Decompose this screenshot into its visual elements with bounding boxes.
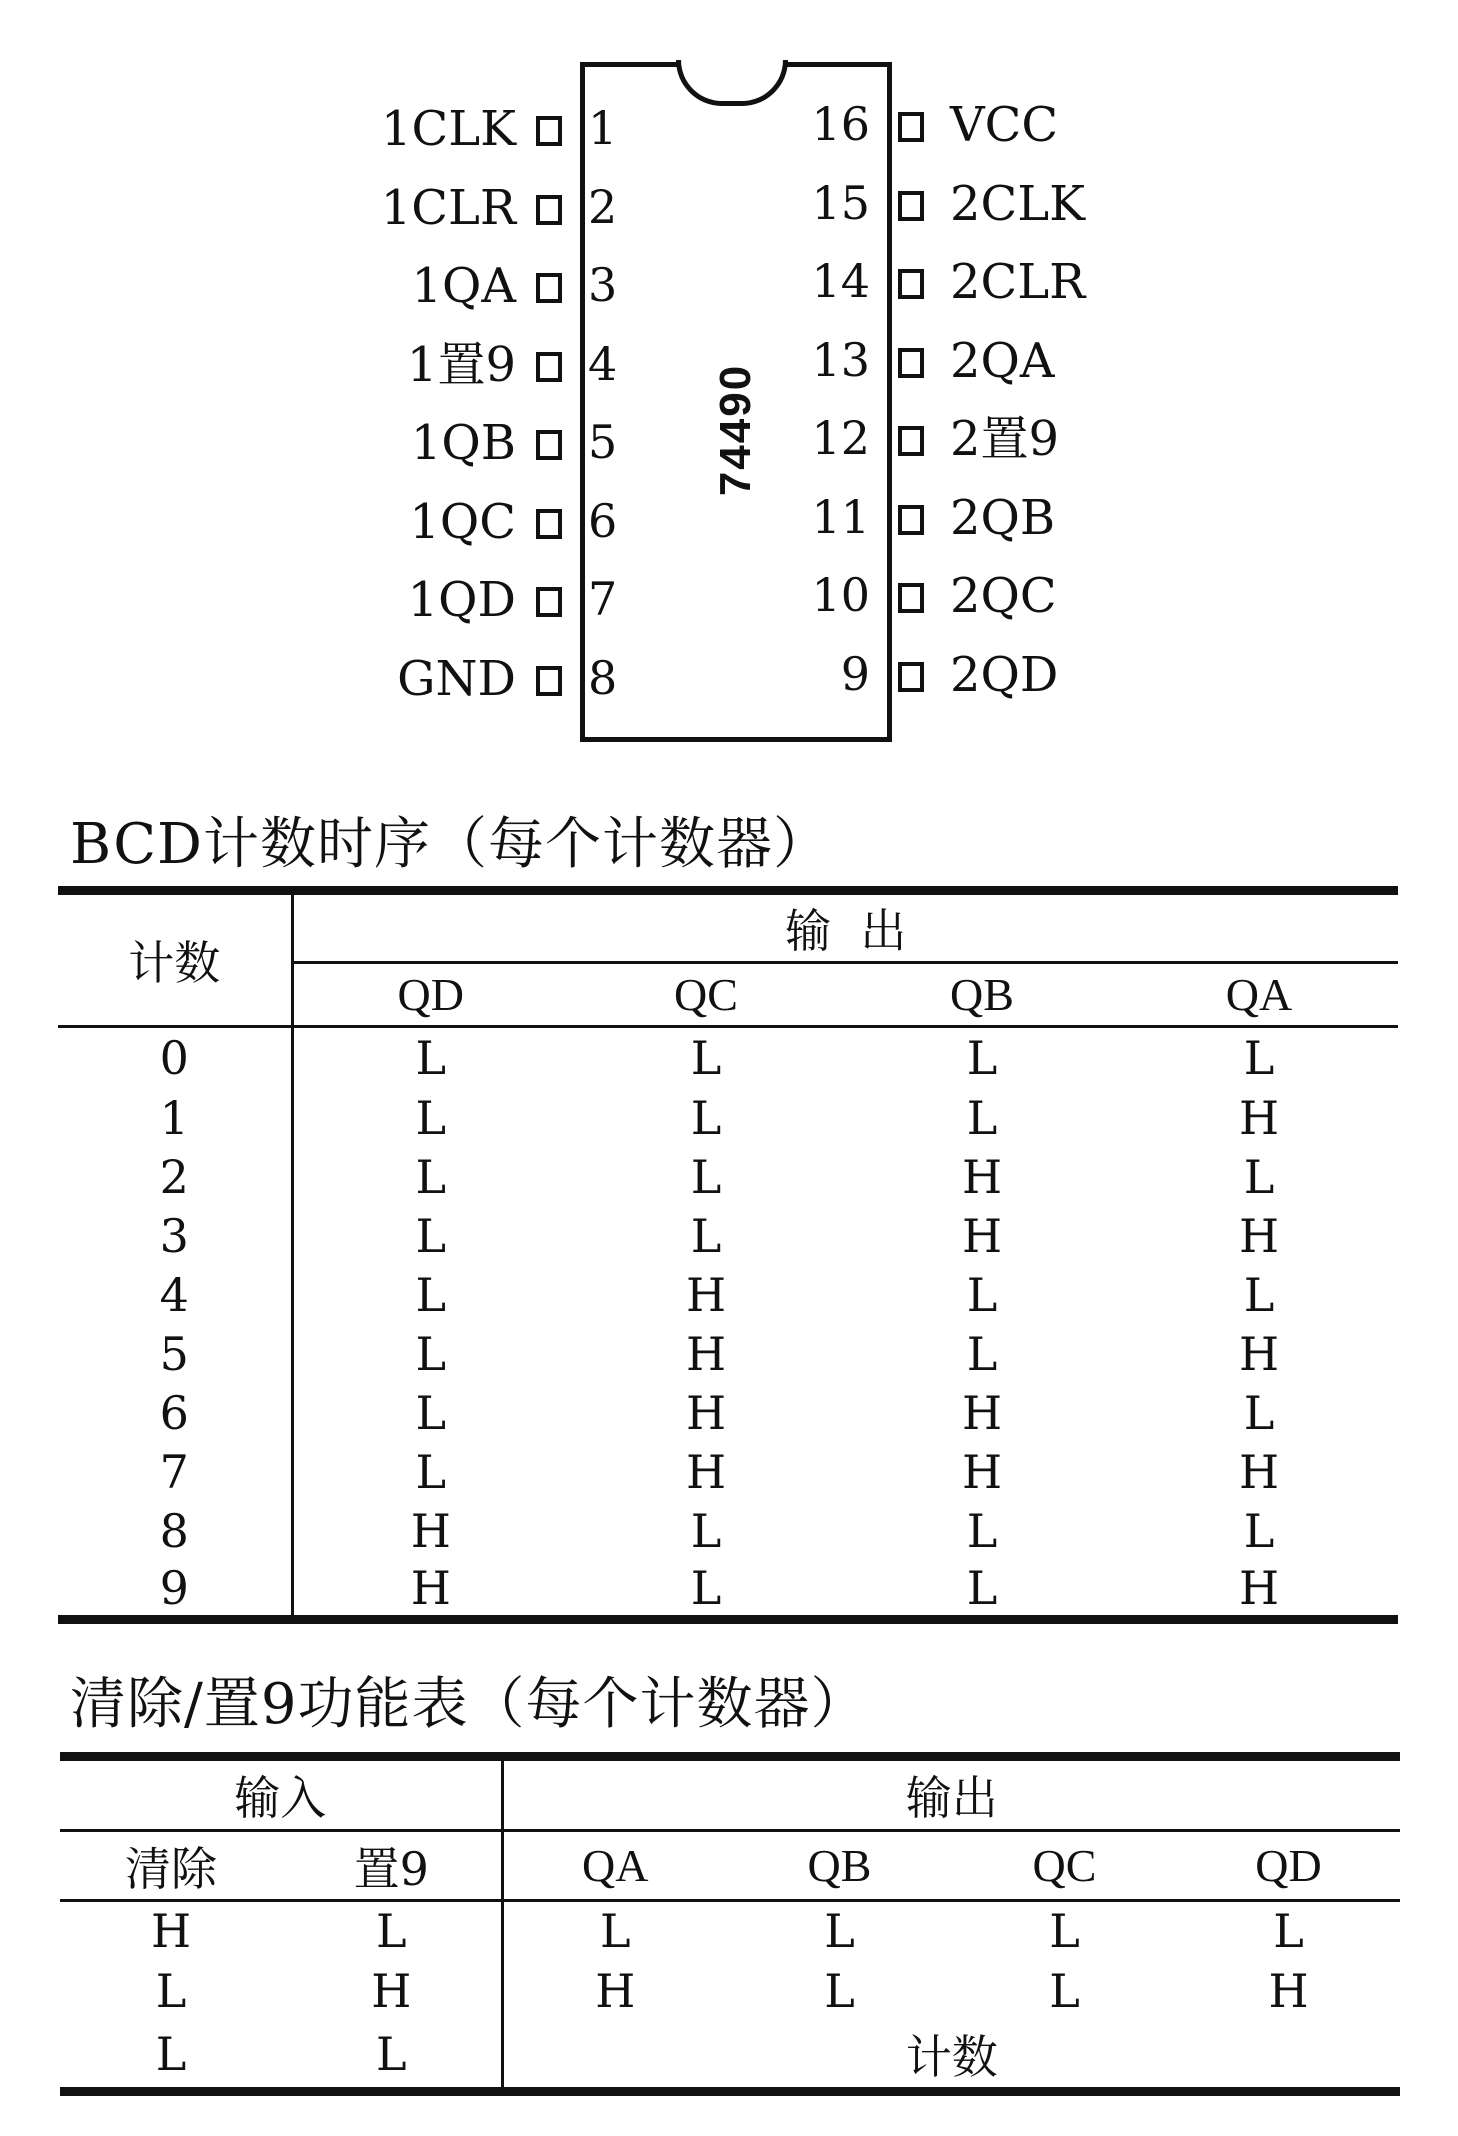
pin-box-left bbox=[536, 116, 562, 146]
logic-level-cell: L bbox=[415, 1386, 447, 1440]
input-level-cell: L bbox=[282, 1901, 502, 1961]
pin-box-right bbox=[898, 348, 924, 378]
pin-number: 13 bbox=[811, 332, 870, 387]
pin-label: 2QB bbox=[950, 489, 1056, 546]
logic-level-cell: H bbox=[1238, 1209, 1280, 1263]
pin-label: VCC bbox=[950, 97, 1059, 153]
logic-level-cell: L bbox=[690, 1031, 722, 1086]
pin-box-right bbox=[898, 662, 924, 692]
count-cell: 5 bbox=[58, 1325, 292, 1384]
output-level-cell: H bbox=[595, 1963, 636, 2018]
pin-box-right bbox=[898, 191, 924, 221]
bcd-table-title: BCD计数时序（每个计数器） bbox=[70, 812, 830, 877]
logic-level-cell: L bbox=[690, 1150, 722, 1204]
logic-level-cell: H bbox=[685, 1268, 727, 1322]
output-level-cell: L bbox=[824, 1963, 855, 2018]
logic-level-cell: H bbox=[961, 1150, 1003, 1204]
logic-level-cell: L bbox=[966, 1031, 998, 1086]
pin-label: 1置9 bbox=[406, 336, 516, 393]
logic-level-cell: H bbox=[1238, 1445, 1280, 1499]
chip-part-number: 74490 bbox=[711, 363, 760, 497]
table-row bbox=[58, 1089, 1398, 1148]
count-cell: 4 bbox=[58, 1266, 292, 1325]
pin-box-left bbox=[536, 352, 562, 382]
pin-number: 1 bbox=[588, 101, 618, 155]
pin-box-left bbox=[536, 666, 562, 696]
pin-box-left bbox=[536, 509, 562, 539]
output-level-cell: L bbox=[824, 1904, 855, 1959]
table-row bbox=[58, 1027, 1398, 1089]
logic-level-cell: L bbox=[1243, 1150, 1275, 1204]
pin-number: 15 bbox=[811, 175, 870, 230]
pin-number: 4 bbox=[588, 336, 618, 391]
column-header-qb: QB bbox=[950, 969, 1014, 1020]
logic-level-cell: L bbox=[415, 1445, 447, 1499]
logic-level-cell: L bbox=[966, 1091, 998, 1145]
logic-level-cell: L bbox=[415, 1209, 447, 1263]
logic-level-cell: L bbox=[415, 1091, 447, 1145]
pin-number: 14 bbox=[811, 254, 870, 308]
logic-level-cell: L bbox=[1243, 1386, 1275, 1440]
count-cell: 6 bbox=[58, 1384, 292, 1443]
pin-label: 1QA bbox=[411, 258, 516, 314]
pin-label: 2QA bbox=[950, 332, 1055, 389]
input-level-cell: H bbox=[282, 1961, 502, 2021]
pin-box-right bbox=[898, 583, 924, 613]
pin-label: 2置9 bbox=[950, 411, 1060, 467]
pin-box-right bbox=[898, 269, 924, 299]
output-header: 输 出 bbox=[292, 891, 1398, 963]
pin-label: 1CLK bbox=[381, 101, 516, 157]
table-row bbox=[58, 1148, 1398, 1207]
pin-box-left bbox=[536, 587, 562, 617]
logic-level-cell: L bbox=[966, 1327, 998, 1381]
logic-level-cell: H bbox=[961, 1209, 1003, 1263]
logic-level-cell: L bbox=[1243, 1268, 1275, 1322]
pin-number: 8 bbox=[588, 650, 618, 705]
output-column-header-qd: QD bbox=[1255, 1840, 1322, 1891]
output-level-cell: L bbox=[1049, 1904, 1080, 1959]
table-row bbox=[58, 1384, 1398, 1443]
output-column-header-qa: QA bbox=[582, 1840, 649, 1891]
output-level-cell: H bbox=[1268, 1963, 1309, 2018]
table-row bbox=[58, 1502, 1398, 1561]
bcd-count-table bbox=[58, 886, 1398, 1624]
logic-level-cell: L bbox=[966, 1560, 998, 1615]
output-level-cell: L bbox=[599, 1904, 631, 1959]
table-row bbox=[58, 1325, 1398, 1384]
logic-level-cell: H bbox=[1238, 1327, 1280, 1381]
pin-label: 1QC bbox=[409, 493, 516, 550]
count-mode-cell: 计数 bbox=[905, 2029, 998, 2084]
pin-label: 1QD bbox=[407, 572, 516, 628]
logic-level-cell: L bbox=[1243, 1031, 1275, 1086]
pin-box-right bbox=[898, 426, 924, 456]
logic-level-cell: L bbox=[690, 1209, 722, 1263]
logic-level-cell: L bbox=[690, 1560, 722, 1615]
table-row bbox=[58, 1443, 1398, 1502]
count-cell: 0 bbox=[58, 1027, 292, 1089]
column-header-qa: QA bbox=[1225, 969, 1293, 1020]
ic-pinout-diagram bbox=[0, 0, 1458, 760]
output-column-header-qb: QB bbox=[807, 1840, 872, 1891]
pin-number: 7 bbox=[588, 572, 618, 626]
logic-level-cell: L bbox=[1243, 1504, 1275, 1558]
logic-level-cell: L bbox=[415, 1327, 447, 1381]
pin-number: 11 bbox=[811, 489, 870, 544]
clear-set9-function-table bbox=[60, 1752, 1400, 2096]
logic-level-cell: H bbox=[410, 1560, 451, 1615]
logic-level-cell: L bbox=[415, 1031, 447, 1086]
table-row bbox=[58, 1207, 1398, 1266]
pin-label: GND bbox=[397, 650, 516, 707]
count-cell: 8 bbox=[58, 1502, 292, 1561]
count-cell: 9 bbox=[58, 1561, 292, 1620]
table-row bbox=[58, 1266, 1398, 1325]
input-column-header: 置9 bbox=[282, 1831, 502, 1901]
logic-level-cell: H bbox=[685, 1386, 727, 1440]
pin-box-right bbox=[898, 112, 924, 142]
logic-level-cell: L bbox=[690, 1504, 722, 1558]
input-level-cell: L bbox=[155, 2026, 187, 2081]
column-header-qc: QC bbox=[674, 969, 738, 1020]
function-table-title: 清除/置9功能表（每个计数器） bbox=[70, 1672, 868, 1737]
input-header: 输入 bbox=[60, 1757, 502, 1831]
table-row bbox=[60, 2021, 1400, 2092]
table-row bbox=[60, 1961, 1400, 2021]
input-level-cell: L bbox=[282, 2021, 502, 2092]
input-column-header: 清除 bbox=[125, 1841, 217, 1896]
logic-level-cell: H bbox=[961, 1445, 1003, 1499]
pin-label: 1QB bbox=[410, 415, 516, 471]
count-cell: 3 bbox=[58, 1207, 292, 1266]
pin-box-right bbox=[898, 505, 924, 535]
table-row bbox=[60, 1901, 1400, 1961]
pin-box-left bbox=[536, 430, 562, 460]
logic-level-cell: H bbox=[685, 1445, 727, 1499]
logic-level-cell: L bbox=[966, 1268, 998, 1322]
function-output-header: 输出 bbox=[905, 1771, 998, 1825]
output-level-cell: L bbox=[1049, 1963, 1080, 2018]
pin-number: 2 bbox=[588, 179, 618, 234]
pin-box-left bbox=[536, 195, 562, 225]
logic-level-cell: H bbox=[685, 1327, 727, 1381]
count-cell: 7 bbox=[58, 1443, 292, 1502]
pin-number: 5 bbox=[588, 415, 618, 469]
pin-number: 3 bbox=[588, 258, 618, 312]
pin-label: 2CLK bbox=[950, 175, 1085, 232]
pin-number: 16 bbox=[811, 97, 870, 151]
logic-level-cell: L bbox=[415, 1268, 447, 1322]
pin-number: 12 bbox=[811, 411, 870, 465]
logic-level-cell: L bbox=[415, 1150, 447, 1204]
pin-number: 10 bbox=[811, 568, 870, 622]
pin-label: 2QD bbox=[950, 646, 1059, 703]
table-row bbox=[58, 1561, 1398, 1620]
pin-label: 2QC bbox=[950, 568, 1057, 624]
logic-level-cell: H bbox=[1238, 1560, 1280, 1615]
logic-level-cell: H bbox=[410, 1504, 451, 1558]
logic-level-cell: L bbox=[966, 1504, 998, 1558]
logic-level-cell: H bbox=[1238, 1091, 1280, 1145]
pin-number: 9 bbox=[840, 646, 870, 701]
logic-level-cell: L bbox=[690, 1091, 722, 1145]
count-header: 计数 bbox=[58, 891, 292, 1027]
logic-level-cell: H bbox=[961, 1386, 1003, 1440]
count-cell: 2 bbox=[58, 1148, 292, 1207]
count-cell: 1 bbox=[58, 1089, 292, 1148]
pin-box-left bbox=[536, 273, 562, 303]
input-level-cell: L bbox=[155, 1963, 187, 2018]
input-level-cell: H bbox=[150, 1904, 192, 1959]
output-column-header-qc: QC bbox=[1032, 1840, 1097, 1891]
pin-label: 1CLR bbox=[380, 179, 516, 236]
pin-number: 6 bbox=[588, 493, 618, 548]
column-header-qd: QD bbox=[397, 969, 464, 1020]
output-level-cell: L bbox=[1273, 1904, 1304, 1959]
pin-label: 2CLR bbox=[950, 254, 1086, 310]
